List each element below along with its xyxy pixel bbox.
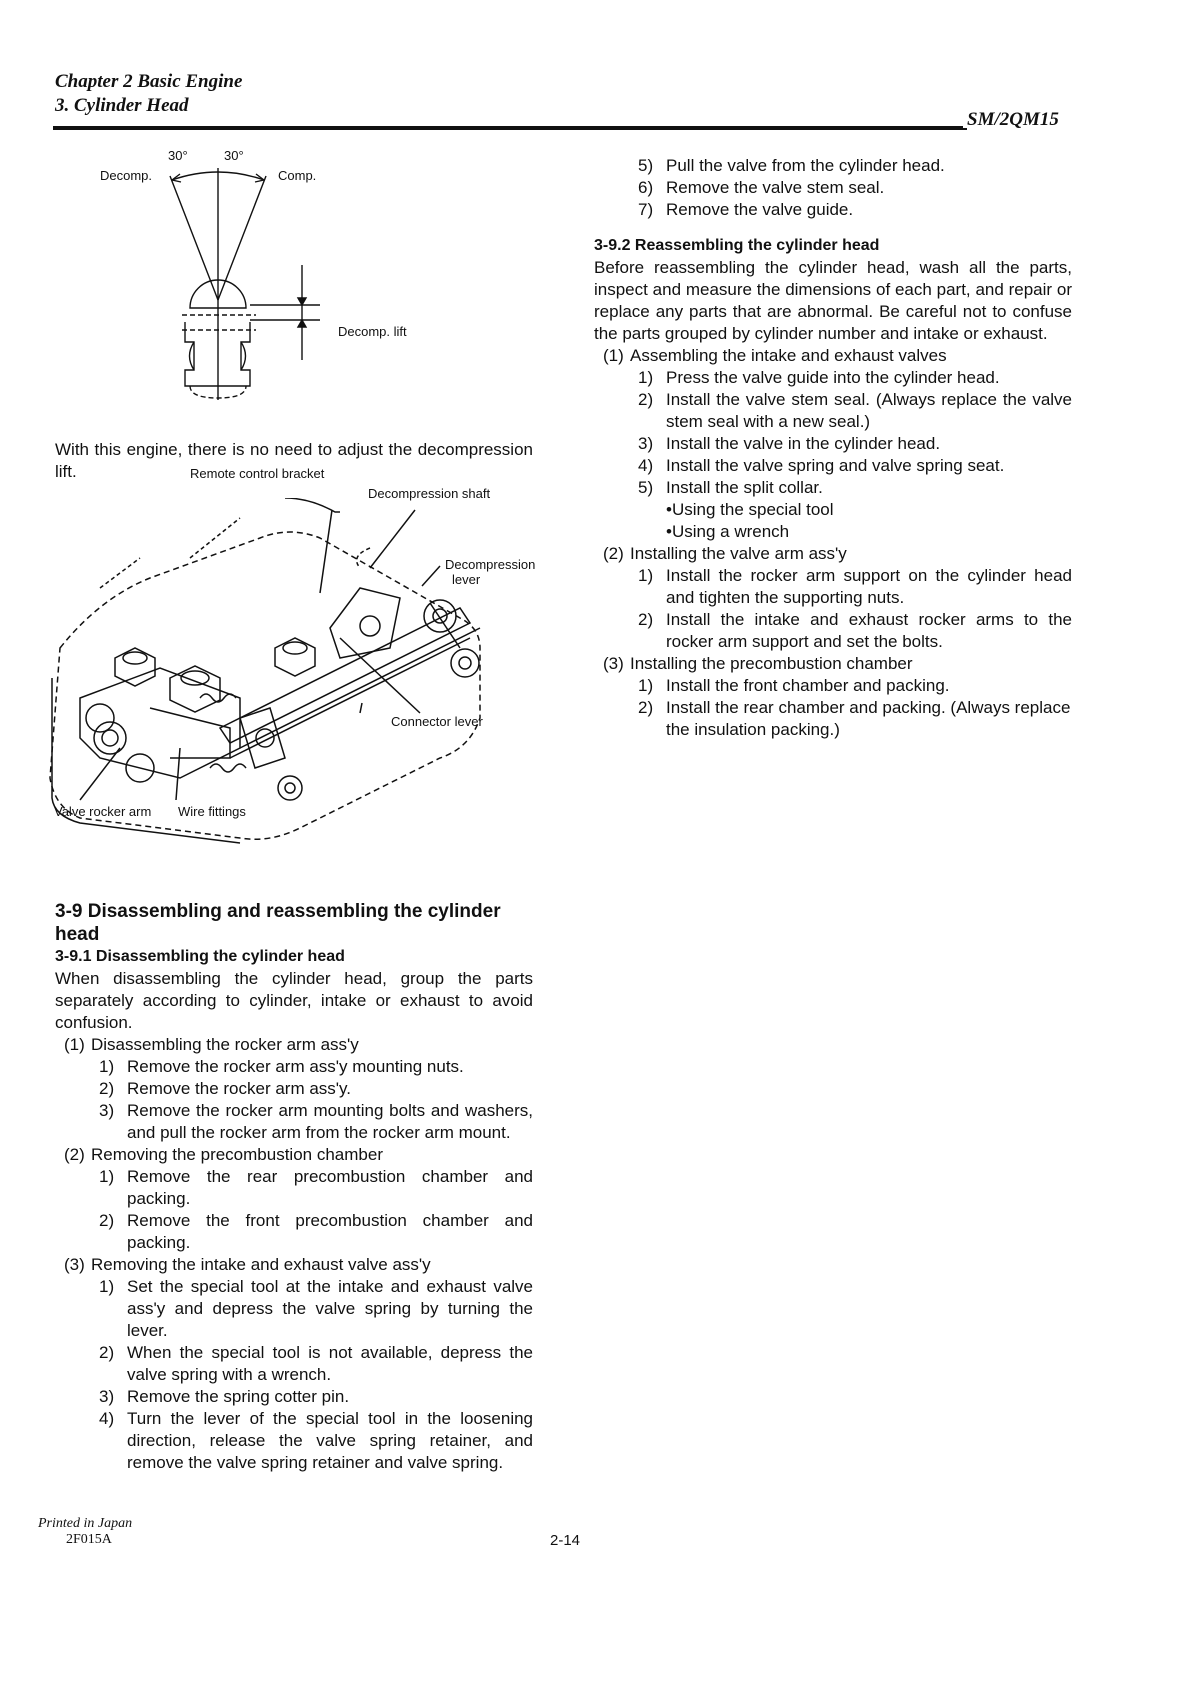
- step-391-2-1: 1) Remove the rear precombustion chamber and packing.: [99, 1167, 533, 1208]
- step-392-1-3: 3) Install the valve in the cylinder head.: [638, 434, 941, 453]
- step-391-3-3: 3) Remove the spring cotter pin.: [99, 1387, 350, 1406]
- subsection-3-9-1-heading: 3-9.1 Disassembling the cylinder head: [55, 948, 345, 965]
- comp-label: Comp.: [278, 168, 317, 183]
- decompression-angle-diagram: [90, 150, 450, 430]
- step-392-2-1: 1) Install the rocker arm support on the cylinder head and tighten the supporting nuts.: [638, 566, 1072, 607]
- decompression-lever-label-2: lever: [452, 572, 481, 587]
- step-392-3-2: 2) Install the rear chamber and packing. (Always replace the insulation packing.): [638, 698, 1071, 739]
- group-391-3: (3) Removing the intake and exhaust valve ass'y: [64, 1255, 431, 1274]
- cylinder-head-illustration: [40, 466, 600, 876]
- chapter-title: Chapter 2 Basic Engine: [55, 71, 243, 92]
- group-392-2: (2) Installing the valve arm ass'y: [603, 544, 847, 563]
- decomp-lift-label: Decomp. lift: [338, 324, 407, 339]
- step-391-3-6: 6) Remove the valve stem seal.: [638, 178, 885, 197]
- subsection-3-9-1-intro: When disassembling the cylinder head, group the parts separately according to cylinder, intake or exhaust to avoid confusion.: [55, 969, 533, 1032]
- decompression-lever-label-1: Decompression: [445, 557, 536, 572]
- printed-in-japan: Printed in Japan: [38, 1516, 133, 1531]
- step-391-1-1: 1) Remove the rocker arm ass'y mounting nuts.: [99, 1057, 464, 1076]
- step-391-3-2: 2) When the special tool is not available, depress the valve spring with a wrench.: [99, 1343, 533, 1384]
- section-title: 3. Cylinder Head: [55, 95, 189, 116]
- cylinder-head-drawing: [40, 498, 600, 876]
- step-391-3-4: 4) Turn the lever of the special tool in the loosening direction, release the valve spring retainer, and remove the valve spring retainer and valve spring.: [99, 1409, 533, 1472]
- valve-rocker-arm-label: Valve rocker arm: [54, 804, 152, 819]
- step-391-1-2: 2) Remove the rocker arm ass'y.: [99, 1079, 351, 1098]
- subsection-3-9-2-heading: 3-9.2 Reassembling the cylinder head: [594, 237, 880, 254]
- decompression-angle-drawing: [90, 150, 450, 430]
- step-392-1-1: 1) Press the valve guide into the cylinder head.: [638, 368, 1000, 387]
- connector-lever-label: Connector lever: [391, 714, 483, 729]
- group-392-1: (1) Assembling the intake and exhaust valves: [603, 346, 947, 365]
- bullet-wrench: •Using a wrench: [666, 522, 790, 541]
- right-column: [594, 155, 1072, 741]
- step-392-1-4: 4) Install the valve spring and valve spring seat.: [638, 456, 1005, 475]
- step-391-3-5: 5) Pull the valve from the cylinder head.: [638, 156, 945, 175]
- angle-left-label: 30°: [168, 150, 188, 163]
- page-number: 2-14: [550, 1532, 581, 1549]
- decompression-note: With this engine, there is no need to adjust the decompression lift.: [55, 440, 533, 481]
- step-392-1-5: 5) Install the split collar.: [638, 478, 823, 497]
- step-391-3-7: 7) Remove the valve guide.: [638, 200, 854, 219]
- subsection-3-9-2-intro: Before reassembling the cylinder head, wash all the parts, inspect and measure the dimensions of each part, and repair or replace any parts that are abnormal. Be careful not to confuse the parts grouped by cylinder number and intake or exhaust.: [594, 258, 1072, 343]
- decomp-label: Decomp.: [100, 168, 153, 183]
- remote-control-bracket-label: Remote control bracket: [190, 466, 325, 481]
- model-code: SM/2QM15: [967, 109, 1059, 130]
- document-code: 2F015A: [66, 1532, 112, 1547]
- step-392-1-2: 2) Install the valve stem seal. (Always replace the valve stem seal with a new seal.): [638, 390, 1072, 431]
- group-391-2: (2) Removing the precombustion chamber: [64, 1145, 383, 1164]
- decompression-shaft-label: Decompression shaft: [368, 486, 491, 501]
- header-rule: [53, 126, 963, 130]
- group-392-3: (3) Installing the precombustion chamber: [603, 654, 913, 673]
- step-392-2-2: 2) Install the intake and exhaust rocker arms to the rocker arm support and set the bolts.: [638, 610, 1072, 651]
- wire-fittings-label: Wire fittings: [178, 804, 246, 819]
- bullet-special-tool: •Using the special tool: [666, 500, 834, 519]
- section-3-9-heading: 3-9 Disassembling and reassembling the cylinder head: [55, 901, 501, 945]
- header-rule-tail: [953, 128, 967, 130]
- group-391-1: (1) Disassembling the rocker arm ass'y: [64, 1035, 359, 1054]
- step-391-2-2: 2) Remove the front precombustion chamber and packing.: [99, 1211, 533, 1252]
- step-392-3-1: 1) Install the front chamber and packing.: [638, 676, 950, 695]
- angle-right-label: 30°: [224, 150, 244, 163]
- left-column: [55, 900, 533, 1474]
- step-391-3-1: 1) Set the special tool at the intake and exhaust valve ass'y and depress the valve spring by turning the lever.: [99, 1277, 533, 1340]
- step-391-1-3: 3) Remove the rocker arm mounting bolts and washers, and pull the rocker arm from the rocker arm mount.: [99, 1101, 533, 1142]
